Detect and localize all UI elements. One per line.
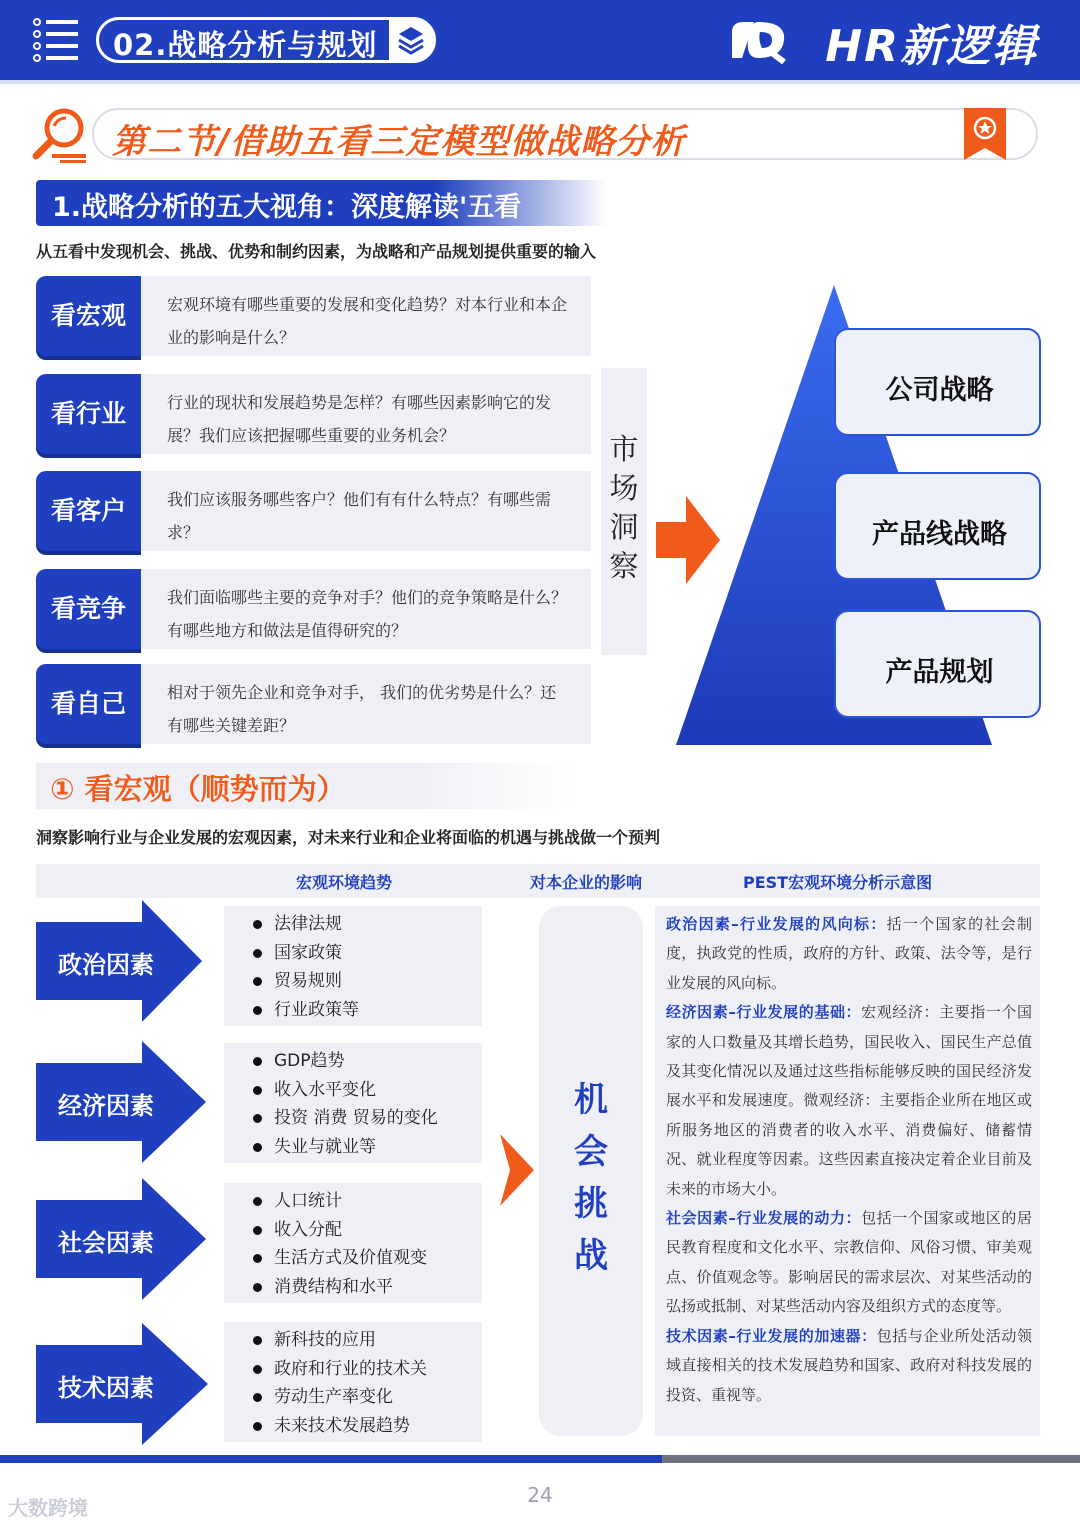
section-title: 第二节/借助五看三定模型做战略分析 (112, 122, 686, 162)
list-item: 消费结构和水平 (224, 1273, 482, 1302)
pest-political-body: 括一个国家的社会制度，执政党的性质，政府的方针、政策、法令等，是行业发展的风向标。 (666, 915, 1032, 992)
list-item: 投资 消费 贸易的变化 (224, 1104, 482, 1133)
view-label: 看宏观 (36, 276, 141, 356)
ribbon-star-icon (964, 108, 1006, 160)
brand-logo-icon (728, 18, 790, 64)
pest-economic-head: 经济因素–行业发展的基础： (666, 1003, 862, 1022)
factor-political: 政治因素 (36, 900, 208, 1022)
view-desc: 相对于领先企业和竞争对手， 我们的优劣势是什么？还有哪些关键差距？ (141, 664, 591, 744)
list-item: 行业政策等 (224, 996, 482, 1025)
pyramid-level-company: 公司战略 (834, 328, 1041, 436)
five-views-heading: 1.战略分析的五大视角：深度解读'五看 (52, 192, 522, 223)
view-row-competition (36, 569, 591, 649)
list-item: 政府和行业的技术关 (224, 1355, 482, 1384)
list-item: 生活方式及价值观变 (224, 1244, 482, 1273)
opportunity-challenge-box (539, 906, 643, 1436)
watermark: 大数跨境 (8, 1496, 88, 1520)
political-trend-list (224, 906, 482, 1026)
layers-icon (389, 17, 433, 63)
pest-political-head: 政治因素–行业发展的风向标： (666, 915, 887, 933)
list-item: GDP趋势 (224, 1047, 482, 1076)
view-label: 看自己 (36, 664, 141, 744)
view-desc: 我们面临哪些主要的竞争对手？他们的竞争策略是什么？有哪些地方和做法是值得研究的？ (141, 569, 591, 649)
view-desc: 我们应该服务哪些客户？他们有有什么特点？有哪些需求？ (141, 471, 591, 551)
market-insight-label: 市 场 洞 察 (609, 432, 639, 583)
header-pest-diagram: PEST宏观环境分析示意图 (743, 873, 933, 892)
pyramid-level-product-line: 产品线战略 (834, 472, 1041, 580)
section-banner (92, 108, 1038, 160)
page-number: 24 (527, 1483, 553, 1507)
social-trend-list (224, 1183, 482, 1303)
brand-name: HR新逻辑 (825, 21, 1038, 72)
view-row-customer (36, 471, 591, 551)
five-views-heading-bar (36, 180, 606, 226)
factor-technology: 技术因素 (36, 1323, 208, 1445)
view-label: 看行业 (36, 374, 141, 454)
chapter-title: 02.战略分析与规划 (113, 28, 378, 62)
pest-social-body: 包括一个国家或地区的居民教育程度和文化水平、宗教信仰、风俗习惯、审美观点、价值观念等。影响居民的需求层次、对某些活动的弘扬或抵制、对某些活动内容及组织方式的态度等。 (666, 1209, 1032, 1316)
macro-caption: 洞察影响行业与企业发展的宏观因素，对未来行业和企业将面临的机遇与挑战做一个预判 (36, 828, 661, 847)
menu-icon[interactable] (32, 16, 80, 62)
list-item: 未来技术发展趋势 (224, 1412, 482, 1441)
pest-explanation-text (666, 910, 1032, 1410)
factor-economic: 经济因素 (36, 1041, 208, 1163)
macro-heading: ① 看宏观（顺势而为） (50, 772, 346, 806)
view-desc: 宏观环境有哪些重要的发展和变化趋势？对本行业和本企业的影响是什么？ (141, 276, 591, 356)
view-label: 看客户 (36, 471, 141, 551)
list-item: 收入分配 (224, 1216, 482, 1245)
macro-heading-bar (36, 763, 576, 809)
list-item: 国家政策 (224, 939, 482, 968)
magnifier-icon (30, 106, 90, 164)
view-row-macro (36, 276, 591, 356)
header-divider (0, 80, 1080, 84)
opportunity-challenge-label: 机 会 挑 战 (574, 1080, 608, 1276)
list-item: 收入水平变化 (224, 1076, 482, 1105)
view-label: 看竞争 (36, 569, 141, 649)
view-desc: 行业的现状和发展趋势是怎样？有哪些因素影响它的发展？我们应该把握哪些重要的业务机会？ (141, 374, 591, 454)
pest-tech-head: 技术因素–行业发展的加速器： (666, 1326, 877, 1345)
list-item: 贸易规则 (224, 967, 482, 996)
pest-economic-body: 宏观经济：主要指一个国家的人口数量及其增长趋势，国民收入、国民生产总值及其变化情况以及通过这些指标能够反映的国民经济发展水平和发展速度。微观经济：主要指企业所在地区或所服务地区的消费者的收入水平、消费偏好、储蓄情况、就业程度等因素。这些因素直接决定着企业目前及未来的市场大小。 (666, 1003, 1032, 1198)
list-item: 法律法规 (224, 910, 482, 939)
pest-explanation-box (655, 906, 1040, 1436)
five-views-caption: 从五看中发现机会、挑战、优势和制约因素，为战略和产品规划提供重要的输入 (36, 242, 597, 261)
list-item: 劳动生产率变化 (224, 1383, 482, 1412)
view-row-industry (36, 374, 591, 454)
list-item: 人口统计 (224, 1187, 482, 1216)
technology-trend-list (224, 1322, 482, 1442)
factor-social: 社会因素 (36, 1178, 208, 1300)
list-item: 失业与就业等 (224, 1133, 482, 1162)
arrow-right-icon (500, 1134, 534, 1206)
header-macro-trend: 宏观环境趋势 (296, 873, 393, 892)
header-impact: 对本企业的影响 (530, 873, 643, 892)
list-item: 新科技的应用 (224, 1326, 482, 1355)
pest-tech-body: 包括与企业所处活动领域直接相关的技术发展趋势和国家、政府对科技发展的投资、重视等。 (666, 1326, 1032, 1404)
market-insight-box (601, 368, 647, 655)
footer-divider (0, 1455, 1080, 1463)
chapter-pill (96, 17, 436, 63)
pest-table-header (36, 864, 1040, 898)
economic-trend-list (224, 1043, 482, 1163)
pyramid-level-product-plan: 产品规划 (834, 610, 1041, 718)
header-bar (0, 0, 1080, 80)
view-row-self (36, 664, 591, 744)
pest-social-head: 社会因素–行业发展的动力： (666, 1209, 862, 1228)
